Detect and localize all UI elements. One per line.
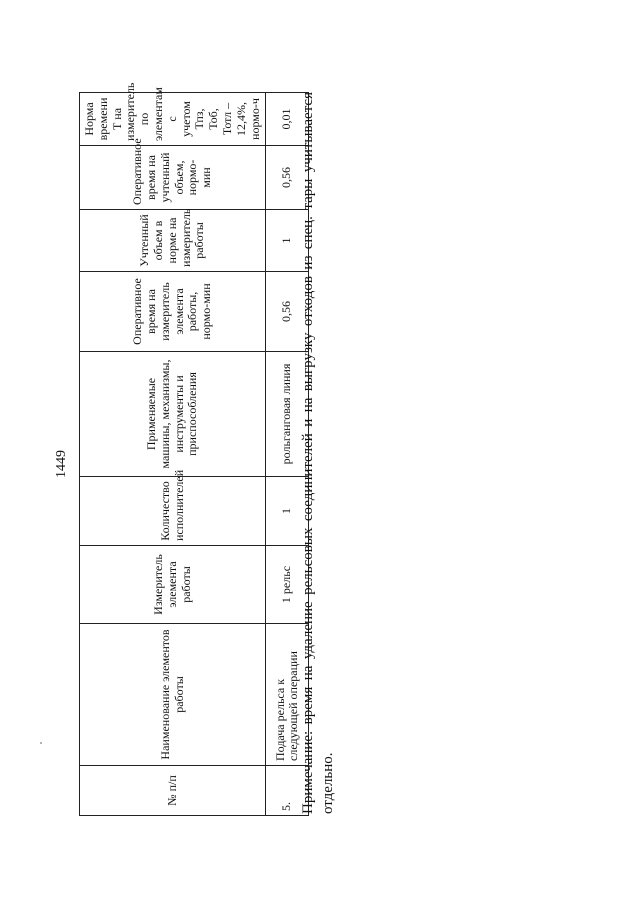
norms-table-frame — [79, 82, 301, 816]
cell-time-norm: 0,01 — [266, 93, 309, 146]
header-unit: Измеритель элемента работы — [80, 546, 266, 624]
norms-table — [79, 82, 309, 816]
cell-volume: 1 — [266, 210, 309, 272]
table-header-row — [80, 93, 266, 816]
cell-operative-time: 0,56 — [266, 272, 309, 352]
cell-element-name: Подача рельса к следующей операции — [266, 624, 309, 766]
cell-unit: 1 рельс — [266, 546, 309, 624]
cell-number: 5. — [266, 766, 309, 816]
header-element-name: Наименование элементов работы — [80, 624, 266, 766]
cell-workers: 1 — [266, 477, 309, 546]
footnote-text: Примечание: время на удаление рельсовых соединителей и на выгрузку отходов из спец. тары учитывается отдельно. — [300, 92, 336, 814]
header-number: № п/п — [80, 766, 266, 816]
header-operative-time-volume: Оперативное время на учтенный объем, нормо-мин — [80, 146, 266, 210]
header-volume: Учтенный объем в норме на измеритель работы — [80, 210, 266, 272]
header-operative-time: Оперативное время на измеритель элемента работы, нормо-мин — [80, 272, 266, 352]
page-number: 1449 — [54, 450, 69, 478]
cell-operative-time-volume: 0,56 — [266, 146, 309, 210]
scan-speck — [40, 742, 42, 744]
header-workers: Количество исполнителей — [80, 477, 266, 546]
header-time-norm: Норма времени Т на измеритель по элементам с учетом Тпз, Тоб, Тотл – 12,4%, нормо-ч — [80, 93, 266, 146]
footnote — [298, 92, 342, 814]
header-machines: Применяемые машины, механизмы, инструменты и приспособления — [80, 352, 266, 477]
cell-machines: рольганговая линия — [266, 352, 309, 477]
